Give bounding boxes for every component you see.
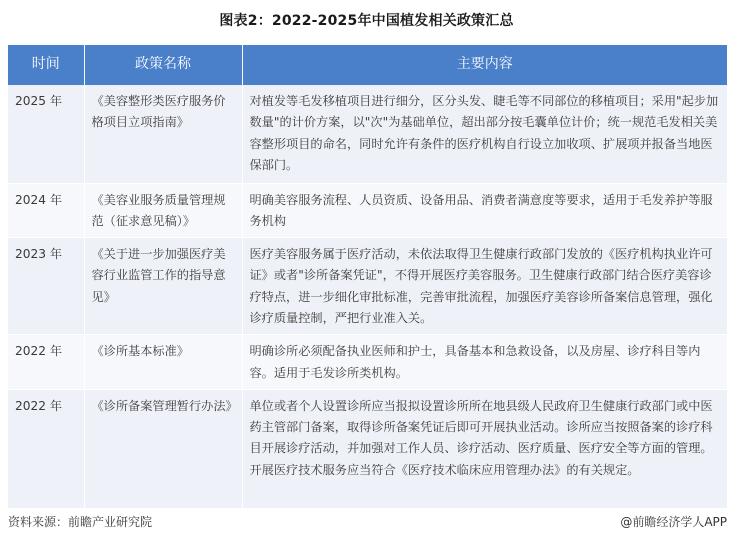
table-row [8, 85, 727, 183]
row-policy-name: 《诊所备案管理暂行办法》 [84, 389, 242, 508]
table-row [8, 389, 727, 508]
row-policy-name: 《诊所基本标准》 [84, 335, 242, 390]
row-year: 2023 年 [8, 238, 84, 335]
row-policy-name: 《美容业服务质量管理规范（征求意见稿）》 [84, 183, 242, 238]
brand-label: @前瞻经济学人APP [620, 515, 727, 529]
table-header-row [8, 45, 727, 85]
row-year: 2022 年 [8, 389, 84, 508]
header-main-content: 主要内容 [242, 45, 727, 85]
row-policy-name: 《关于进一步加强医疗美容行业监管工作的指导意见》 [84, 238, 242, 335]
table-row [8, 238, 727, 335]
row-content: 对植发等毛发移植项目进行细分，区分头发、睫毛等不同部位的移植项目；采用"起步加数量"的计价方案，以"次"为基础单位，超出部分按毛囊单位计价；统一规范毛发相关美容整形项目的命名，同时允许有条件的医疗机构自行设立加收项、扩展项并报备当地医保部门。 [242, 85, 727, 183]
header-policy-name: 政策名称 [84, 45, 242, 85]
header-time: 时间 [8, 45, 84, 85]
source-note: 资料来源：前瞻产业研究院 [8, 515, 153, 529]
row-content: 明确美容服务流程、人员资质、设备用品、消费者满意度等要求，适用于毛发养护等服务机构 [242, 183, 727, 238]
policy-table [8, 45, 727, 509]
table-row [8, 183, 727, 238]
row-year: 2025 年 [8, 85, 84, 183]
row-content: 单位或者个人设置诊所应当报拟设置诊所所在地县级人民政府卫生健康行政部门或中医药主管部门备案，取得诊所备案凭证后即可开展执业活动。诊所应当按照备案的诊疗科目开展诊疗活动，并加强对工作人员、诊疗活动、医疗质量、医疗安全等方面的管理。开展医疗技术服务应当符合《医疗技术临床应用管理办法》的有关规定。 [242, 389, 727, 508]
table-row [8, 335, 727, 390]
row-policy-name: 《美容整形类医疗服务价格项目立项指南》 [84, 85, 242, 183]
row-content: 明确诊所必须配备执业医师和护士，具备基本和急救设备，以及房屋、诊疗科目等内容。适用于毛发诊所类机构。 [242, 335, 727, 390]
row-year: 2022 年 [8, 335, 84, 390]
chart-title: 图表2：2022-2025年中国植发相关政策汇总 [219, 13, 514, 29]
row-year: 2024 年 [8, 183, 84, 238]
row-content: 医疗美容服务属于医疗活动，未依法取得卫生健康行政部门发放的《医疗机构执业许可证》或者"诊所备案凭证"，不得开展医疗美容服务。卫生健康行政部门结合医疗美容诊疗特点，进一步细化审批标准，完善审批流程，加强医疗美容诊所备案信息管理，强化诊疗质量控制，严把行业准入关。 [242, 238, 727, 335]
